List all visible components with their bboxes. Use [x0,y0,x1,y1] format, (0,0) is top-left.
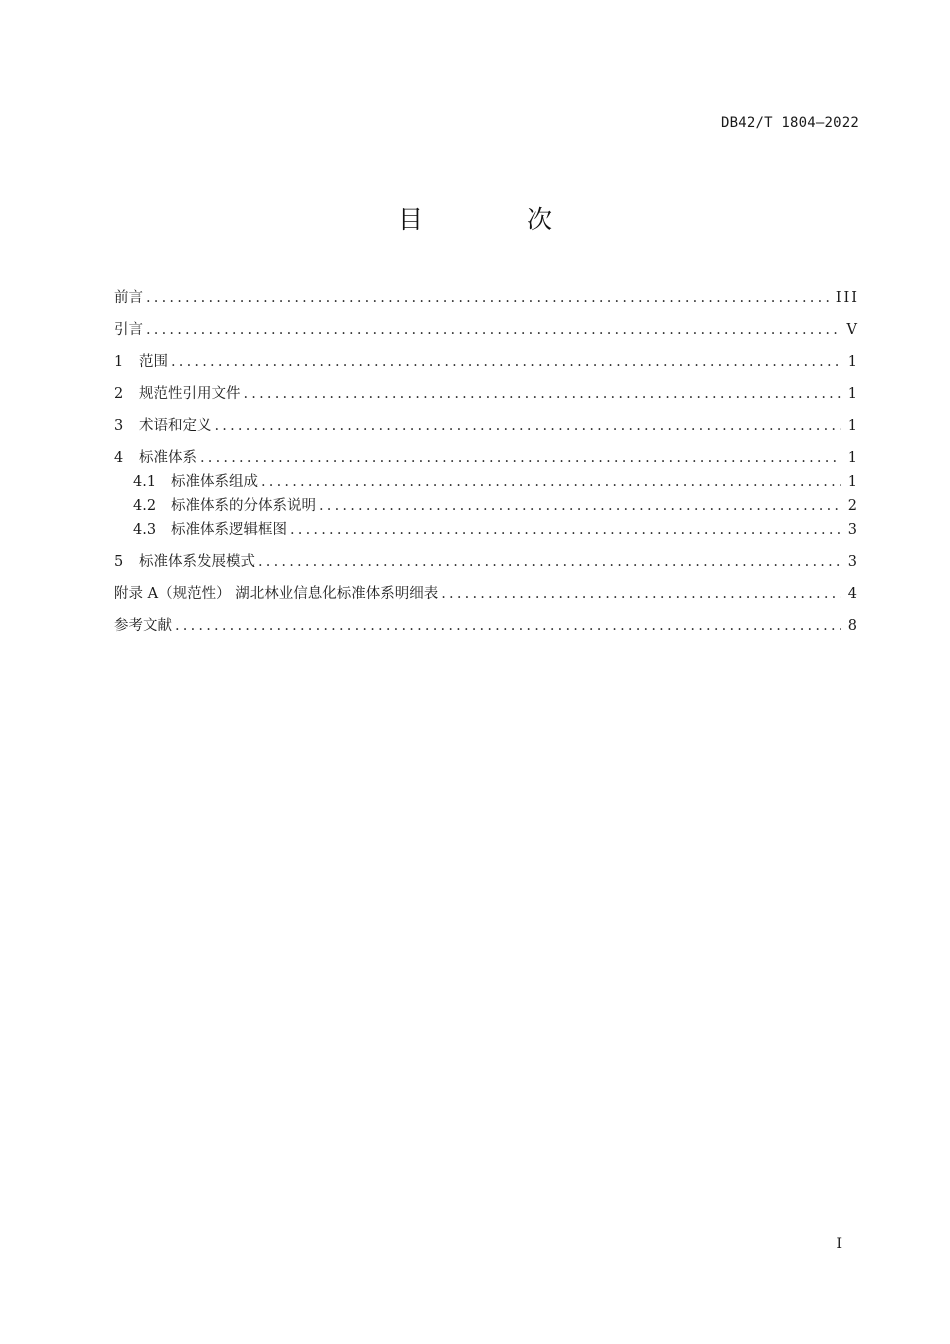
toc-entry-page: 2 [847,498,859,514]
toc-entry-number: 4.3 [133,522,157,538]
toc-entry-system-composition[interactable] [114,470,859,494]
toc-entry-normative-references[interactable] [114,382,859,406]
toc-entry-introduction[interactable] [114,318,859,342]
toc-entry-bibliography[interactable] [114,614,859,638]
toc-entry-title: 规范性引用文件 [139,386,241,402]
toc-entry-page: 8 [847,618,859,634]
toc-entry-number: 3 [114,418,124,434]
toc-entry-page: V [846,322,859,338]
toc-entry-appendix-a[interactable] [114,582,859,606]
toc-entry-development-mode[interactable] [114,550,859,574]
toc-entry-title: 引言 [114,322,143,338]
toc-dot-leader [441,586,841,602]
toc-entry-page: 3 [847,522,859,538]
toc-entry-page: III [835,290,859,306]
toc-entry-page: 1 [847,450,859,466]
toc-entry-title: 标准体系组成 [171,474,258,490]
toc-dot-leader [215,418,842,434]
toc-entry-number: 5 [114,554,124,570]
toc-entry-foreword[interactable] [114,286,859,310]
toc-entry-page: 1 [847,386,859,402]
toc-entry-title: 附录 A（规范性） 湖北林业信息化标准体系明细表 [114,586,439,602]
toc-entry-page: 1 [847,474,859,490]
toc-dot-leader [261,474,841,490]
toc-entry-logic-diagram[interactable] [114,518,859,542]
toc-dot-leader [146,322,841,338]
toc-entry-subsystem-description[interactable] [114,494,859,518]
toc-dot-leader [171,354,841,370]
toc-entry-title: 术语和定义 [139,418,212,434]
toc-dot-leader [258,554,841,570]
toc-entry-page: 1 [847,354,859,370]
toc-entry-page: 4 [847,586,859,602]
toc-dot-leader [200,450,841,466]
toc-entry-title: 参考文献 [114,618,172,634]
toc-dot-leader [146,290,832,306]
toc-entry-title: 标准体系发展模式 [139,554,255,570]
toc-entry-title: 标准体系逻辑框图 [171,522,287,538]
toc-entry-title: 范围 [139,354,168,370]
toc-dot-leader [290,522,841,538]
toc-entry-title: 标准体系的分体系说明 [171,498,316,514]
toc-entry-number: 2 [114,386,124,402]
table-of-contents [114,286,859,638]
toc-entry-number: 4.2 [133,498,157,514]
toc-entry-title: 前言 [114,290,143,306]
toc-entry-standard-system[interactable] [114,446,859,470]
toc-dot-leader [244,386,842,402]
toc-entry-title: 标准体系 [139,450,197,466]
toc-entry-number: 1 [114,354,124,370]
document-code: DB42/T 1804—2022 [720,115,859,131]
toc-entry-scope[interactable] [114,350,859,374]
toc-entry-number: 4 [114,450,124,466]
toc-entry-page: 3 [847,554,859,570]
toc-dot-leader [319,498,841,514]
toc-dot-leader [175,618,841,634]
toc-title: 目 次 [398,205,600,234]
page-number: I [836,1236,842,1252]
toc-entry-number: 4.1 [133,474,157,490]
toc-entry-page: 1 [847,418,859,434]
toc-entry-terms-definitions[interactable] [114,414,859,438]
